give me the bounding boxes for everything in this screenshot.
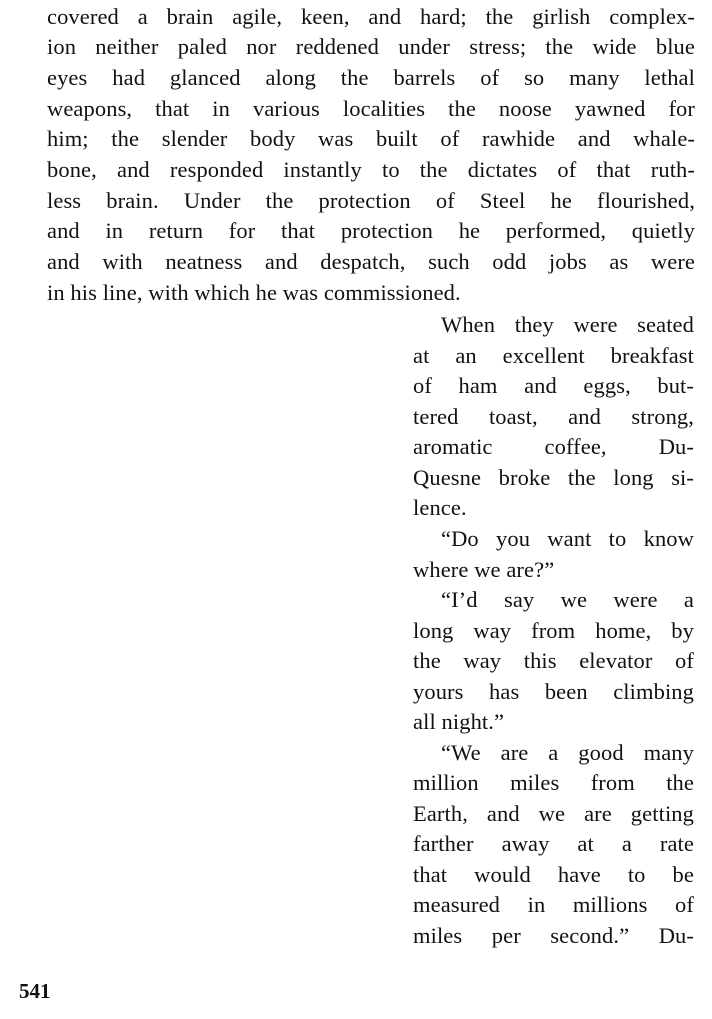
text-line: him; the slender body was built of rawhide and whale- bbox=[47, 126, 695, 151]
text-line: aromatic coffee, Du- bbox=[413, 434, 694, 459]
text-line: covered a brain agile, keen, and hard; the girlish complex- bbox=[47, 4, 695, 29]
text-line: “Do you want to know bbox=[441, 526, 694, 551]
text-line: and with neatness and despatch, such odd jobs as were bbox=[47, 249, 695, 274]
text-line: and in return for that protection he performed, quietly bbox=[47, 218, 695, 243]
text-line: ion neither paled nor reddened under stress; the wide blue bbox=[47, 34, 695, 59]
text-line: at an excellent breakfast bbox=[413, 343, 694, 368]
text-line: long way from home, by bbox=[413, 618, 694, 643]
text-line: “I’d say we were a bbox=[441, 587, 694, 612]
text-line: yours has been climbing bbox=[413, 679, 694, 704]
text-line: that would have to be bbox=[413, 862, 694, 887]
text-line: in his line, with which he was commissioned. bbox=[47, 280, 461, 305]
page-number: 541 bbox=[19, 979, 51, 1003]
text-line: Earth, and we are getting bbox=[413, 801, 694, 826]
text-line: lence. bbox=[413, 495, 467, 520]
text-line: Quesne broke the long si- bbox=[413, 465, 694, 490]
text-line: million miles from the bbox=[413, 770, 694, 795]
text-line: farther away at a rate bbox=[413, 831, 694, 856]
text-line: “We are a good many bbox=[441, 740, 694, 765]
text-line: tered toast, and strong, bbox=[413, 404, 694, 429]
text-line: When they were seated bbox=[441, 312, 694, 337]
text-line: less brain. Under the protection of Steel he flourished, bbox=[47, 188, 695, 213]
text-line: the way this elevator of bbox=[413, 648, 694, 673]
text-line: miles per second.” Du- bbox=[413, 923, 694, 948]
text-line: of ham and eggs, but- bbox=[413, 373, 694, 398]
text-line: where we are?” bbox=[413, 557, 555, 582]
text-line: eyes had glanced along the barrels of so many lethal bbox=[47, 65, 695, 90]
text-line: measured in millions of bbox=[413, 892, 694, 917]
text-line: weapons, that in various localities the noose yawned for bbox=[47, 96, 695, 121]
text-line: all night.” bbox=[413, 709, 505, 734]
text-line: bone, and responded instantly to the dictates of that ruth- bbox=[47, 157, 695, 182]
